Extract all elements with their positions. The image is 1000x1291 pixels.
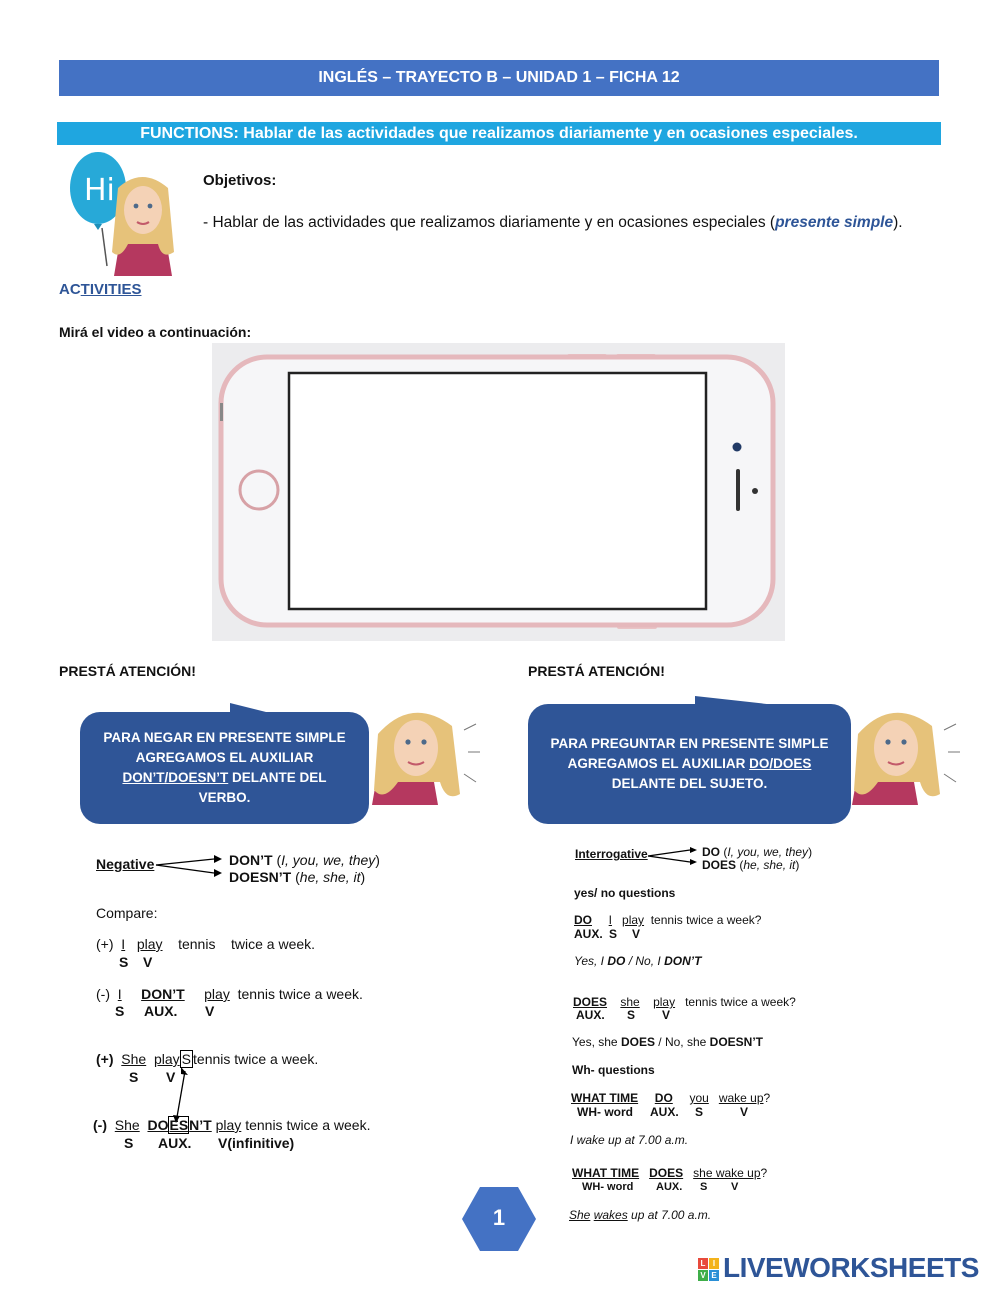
worksheet-title: INGLÉS – TRAYECTO B – UNIDAD 1 – FICHA 12 (318, 69, 680, 86)
sign-plus: (+) (96, 936, 114, 952)
word-she: She (121, 1051, 147, 1067)
q4-aux-label: AUX. (656, 1181, 683, 1193)
q1-s-label: S (609, 927, 618, 941)
dont-line: DON’T (I, you, we, they) (229, 852, 380, 868)
word-i: I (121, 936, 126, 952)
page-number: 1 (492, 1205, 506, 1230)
left-bubble-line3 (103, 768, 345, 788)
left-bubble-keyword: DON’T/DOESN’T (122, 770, 229, 785)
avatar-left (372, 690, 482, 805)
sign-minus: (-) (96, 986, 110, 1002)
objectives-text-a: - Hablar de las actividades que realizamos diariamente y en ocasiones especiales ( (203, 214, 776, 231)
objectives-text (203, 214, 903, 232)
liveworksheets-brand[interactable]: LIVEWORKSHEETS (723, 1252, 979, 1283)
plays-s-box: S (181, 1051, 192, 1067)
a1-mid: / No, I (625, 954, 661, 968)
does-es-box: ES (169, 1117, 189, 1133)
q3-wh-word-label: WH- word (577, 1105, 633, 1119)
doesnt-pronouns: he, she, it (299, 869, 361, 885)
right-bubble-line2-a: AGREGAMOS EL AUXILIAR (567, 756, 750, 771)
word-she-2: She (114, 1117, 140, 1133)
q3-do: DO (654, 1091, 673, 1105)
q2-v-label: V (662, 1008, 671, 1022)
q1-aux-label: AUX. (574, 927, 603, 941)
objectives-title: Objetivos: (203, 172, 277, 189)
q3-question-mark: ? (763, 1091, 771, 1105)
dont-pronouns: I, you, we, they (281, 852, 376, 868)
left-bubble-line2: AGREGAMOS EL AUXILIAR (135, 750, 314, 765)
word-i-2: I (117, 986, 122, 1002)
objectives-text-b: ). (893, 214, 903, 231)
objectives-emphasis: presente simple (775, 214, 894, 231)
sign-minus-2: (-) (93, 1117, 107, 1133)
answer-4 (569, 1208, 711, 1222)
activities-heading (59, 281, 142, 298)
q2-she: she (620, 995, 640, 1009)
interrogative-arrows (646, 843, 698, 869)
compare-label: Compare: (96, 905, 158, 921)
avatar-hi-balloon (62, 148, 190, 276)
q3-what-time: WHAT TIME (571, 1091, 639, 1105)
a1-yes: Yes, I (574, 954, 605, 968)
a1-dont: DON’T (664, 954, 702, 968)
left-bubble-line3-rest: DELANTE DEL (228, 770, 327, 785)
word-twice: twice a week. (231, 936, 316, 952)
label-v-1: V (143, 954, 153, 970)
wh-heading: Wh- questions (572, 1063, 655, 1077)
logo-letter-l: L (698, 1258, 708, 1269)
doesnt-line: DOESN’T (he, she, it) (229, 869, 366, 885)
word-rest-3: tennis twice a week. (193, 1051, 319, 1067)
q4-she-wake-up: she wake up (693, 1166, 761, 1180)
logo-letter-v: V (698, 1270, 708, 1281)
does-word: DOES (702, 858, 737, 872)
question-3 (571, 1091, 770, 1105)
q4-does: DOES (649, 1166, 684, 1180)
word-plays: play (153, 1051, 180, 1067)
does-nt: N’T (189, 1117, 212, 1133)
a2-doesnt: DOESN’T (709, 1035, 763, 1049)
label-aux-4: AUX. (158, 1135, 192, 1151)
right-bubble-line2 (550, 754, 828, 774)
word-play: play (136, 936, 163, 952)
video-frame[interactable] (212, 343, 785, 641)
word-dont: DON’T (141, 986, 185, 1002)
right-attention-heading: PRESTÁ ATENCIÓN! (528, 663, 665, 679)
label-s-4: S (124, 1135, 134, 1151)
right-bubble-line1: PARA PREGUNTAR EN PRESENTE SIMPLE (550, 736, 829, 751)
activities-b: TIVITIES (80, 281, 142, 298)
a2-yes: Yes, she (572, 1035, 618, 1049)
functions-text: FUNCTIONS: Hablar de las actividades que realizamos diariamente y en ocasiones especiales. (140, 124, 858, 142)
q4-wh-word-label: WH- word (582, 1181, 634, 1193)
yesno-heading: yes/ no questions (574, 886, 676, 900)
q4-v-label: V (731, 1181, 739, 1193)
answer-2 (572, 1035, 763, 1049)
word-play-4: play (215, 1117, 242, 1133)
q1-i: I (608, 913, 613, 927)
q4-question-mark: ? (760, 1166, 768, 1180)
logo-letter-e: E (709, 1270, 719, 1281)
interrogative-label: Interrogative (575, 847, 648, 861)
functions-banner (57, 122, 941, 145)
q2-play: play (653, 995, 676, 1009)
label-s-1: S (119, 954, 129, 970)
left-attention-heading: PRESTÁ ATENCIÓN! (59, 663, 196, 679)
answer-1 (574, 954, 701, 968)
q2-does: DOES (573, 995, 608, 1009)
a2-mid: / No, she (654, 1035, 707, 1049)
sign-plus-2: (+) (96, 1051, 114, 1067)
a4-she: She (569, 1208, 591, 1222)
page-number-badge (462, 1185, 536, 1253)
liveworksheets-logo-icon (698, 1258, 720, 1282)
label-v-infinitive: V(infinitive) (218, 1135, 295, 1151)
q3-you: you (689, 1091, 709, 1105)
negative-arrows (154, 852, 222, 882)
question-4 (572, 1166, 767, 1180)
answer-3: I wake up at 7.00 a.m. (570, 1133, 689, 1147)
q1-rest: tennis twice a week? (650, 913, 762, 927)
example-plus-1 (96, 936, 315, 952)
example-minus-2 (93, 1117, 371, 1133)
q1-v-label: V (632, 927, 641, 941)
q3-s-label: S (695, 1105, 704, 1119)
word-tennis: tennis (178, 936, 216, 952)
example-plus-2 (96, 1051, 318, 1067)
right-bubble-line3: DELANTE DEL SUJETO. (611, 776, 768, 791)
logo-letter-i: I (709, 1258, 719, 1269)
question-1 (574, 913, 761, 927)
do-word: DO (702, 845, 720, 859)
word-play-2: play (204, 986, 230, 1002)
interrogative-arrows-box (646, 843, 698, 869)
label-aux-2: AUX. (144, 1003, 178, 1019)
q2-rest: tennis twice a week? (685, 995, 796, 1009)
left-bubble-line1: PARA NEGAR EN PRESENTE SIMPLE (103, 730, 346, 745)
q2-aux-label: AUX. (576, 1008, 605, 1022)
q1-do: DO (574, 913, 592, 927)
a1-do: DO (607, 954, 626, 968)
label-v-2: V (205, 1003, 215, 1019)
does-pronouns: he, she, it (743, 858, 796, 872)
activities-a: AC (59, 281, 81, 298)
q1-play: play (622, 913, 645, 927)
video-instruction: Mirá el video a continuación: (59, 324, 252, 340)
question-2 (573, 995, 796, 1009)
left-info-bubble (80, 712, 369, 824)
q2-s-label: S (627, 1008, 636, 1022)
a4-wakes: wakes (593, 1208, 628, 1222)
word-rest-4: tennis twice a week. (245, 1117, 371, 1133)
word-rest-2: tennis twice a week. (237, 986, 363, 1002)
q3-wake-up: wake up (718, 1091, 764, 1105)
left-bubble-line4: VERBO. (198, 790, 251, 805)
label-s-2: S (115, 1003, 125, 1019)
q4-s-label: S (700, 1181, 708, 1193)
q4-what-time: WHAT TIME (572, 1166, 640, 1180)
a4-rest: up at 7.00 a.m. (627, 1208, 712, 1222)
q3-aux-label: AUX. (650, 1105, 679, 1119)
q3-v-label: V (740, 1105, 749, 1119)
worksheet-title-banner (59, 60, 939, 96)
negative-label: Negative (96, 856, 155, 872)
example-minus-1 (96, 986, 363, 1002)
phone-illustration (212, 343, 785, 641)
do-pronouns: I, you, we, they (727, 845, 809, 859)
right-info-bubble (528, 704, 851, 824)
dont-word: DON’T (229, 852, 273, 868)
avatar-right (852, 690, 962, 805)
label-s-3: S (129, 1069, 139, 1085)
balloon-text: Hi (84, 173, 115, 208)
right-bubble-keyword: DO/DOES (749, 756, 812, 771)
doesnt-word: DOESN’T (229, 869, 292, 885)
do-line: DO (I, you, we, they) (702, 845, 813, 859)
does-do: DO (147, 1117, 169, 1133)
label-v-3: V (166, 1069, 176, 1085)
does-line: DOES (he, she, it) (702, 858, 800, 872)
a2-does: DOES (620, 1035, 655, 1049)
